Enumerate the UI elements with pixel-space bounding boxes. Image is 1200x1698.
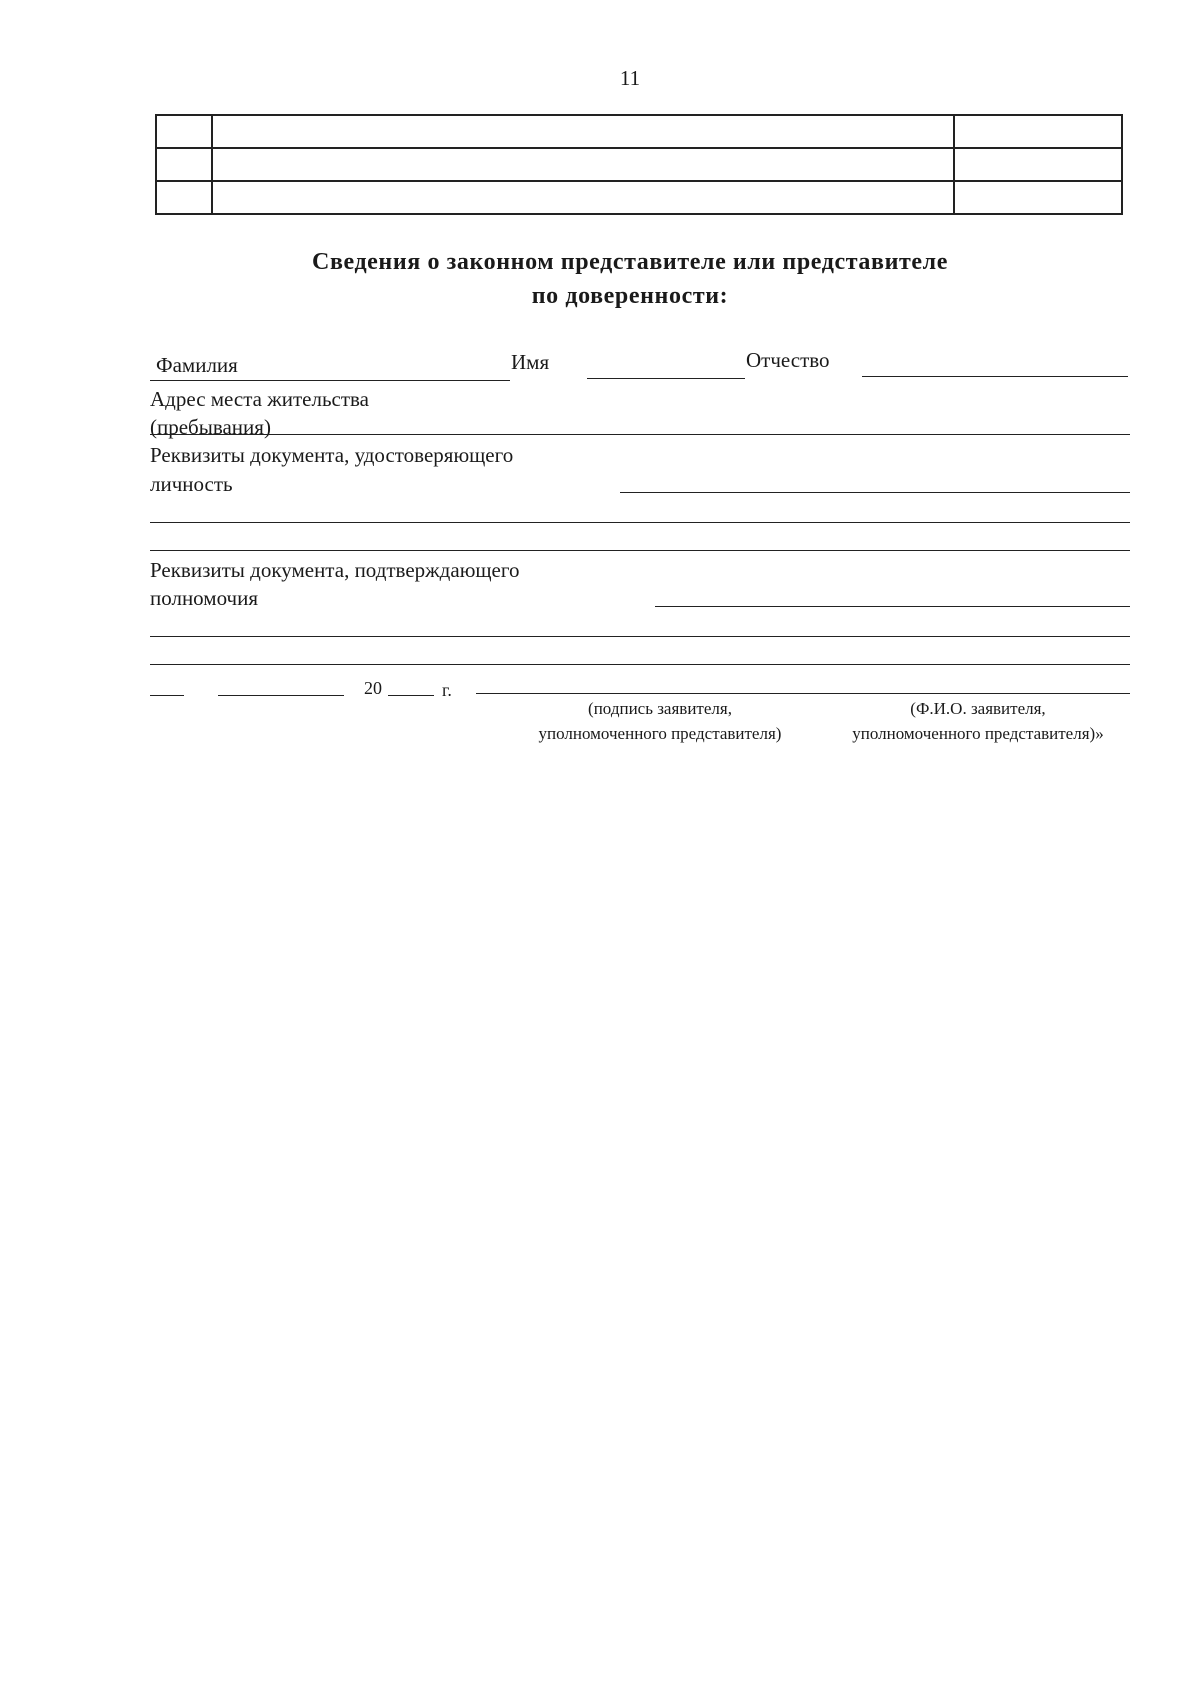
date-day-line[interactable] [150, 695, 184, 696]
table-cell [212, 181, 954, 214]
section-heading-line2: по доверенности: [531, 283, 729, 309]
signature-caption-line1: (подпись заявителя, [588, 699, 732, 718]
table-cell [156, 148, 212, 181]
table-row [156, 148, 1122, 181]
date-year-suffix: г. [442, 680, 452, 700]
authority-document-extra-line-2[interactable] [150, 664, 1130, 665]
table-cell [954, 115, 1122, 148]
top-table [155, 114, 1123, 215]
date-month-line[interactable] [218, 695, 344, 696]
table-cell [212, 148, 954, 181]
page-number: 11 [619, 66, 641, 90]
authority-document-field-line[interactable] [655, 606, 1130, 607]
address-label-line1: Адрес места жительства [150, 387, 369, 411]
signature-field-line[interactable] [476, 693, 1130, 694]
authority-document-extra-line-1[interactable] [150, 636, 1130, 637]
table-cell [954, 148, 1122, 181]
id-document-extra-line-2[interactable] [150, 550, 1130, 551]
authority-document-label-line1: Реквизиты документа, подтверждающего [150, 558, 520, 582]
fio-caption-line2: уполномоченного представителя)» [852, 724, 1104, 743]
table-cell [156, 115, 212, 148]
surname-label: Фамилия [156, 353, 238, 377]
authority-document-label-line2: полномочия [150, 586, 258, 610]
fio-caption-line1: (Ф.И.О. заявителя, [910, 699, 1046, 718]
address-label-line2: (пребывания) [150, 415, 271, 439]
table-cell [156, 181, 212, 214]
address-field-line[interactable] [150, 434, 1130, 435]
name-label: Имя [511, 350, 550, 374]
surname-field-line[interactable] [150, 380, 510, 381]
id-document-extra-line-1[interactable] [150, 522, 1130, 523]
table-cell [212, 115, 954, 148]
section-heading-line1: Сведения о законном представителе или представителе [312, 249, 948, 275]
id-document-label-line1: Реквизиты документа, удостоверяющего [150, 443, 514, 467]
date-year-line[interactable] [388, 695, 434, 696]
patronymic-field-line[interactable] [862, 376, 1128, 377]
patronymic-label: Отчество [746, 348, 830, 372]
name-field-line[interactable] [587, 378, 745, 379]
table-cell [954, 181, 1122, 214]
date-year-prefix: 20 [364, 678, 382, 698]
table-row [156, 115, 1122, 148]
signature-caption-line2: уполномоченного представителя) [538, 724, 782, 743]
table-row [156, 181, 1122, 214]
id-document-label-line2: личность [150, 472, 233, 496]
id-document-field-line[interactable] [620, 492, 1130, 493]
